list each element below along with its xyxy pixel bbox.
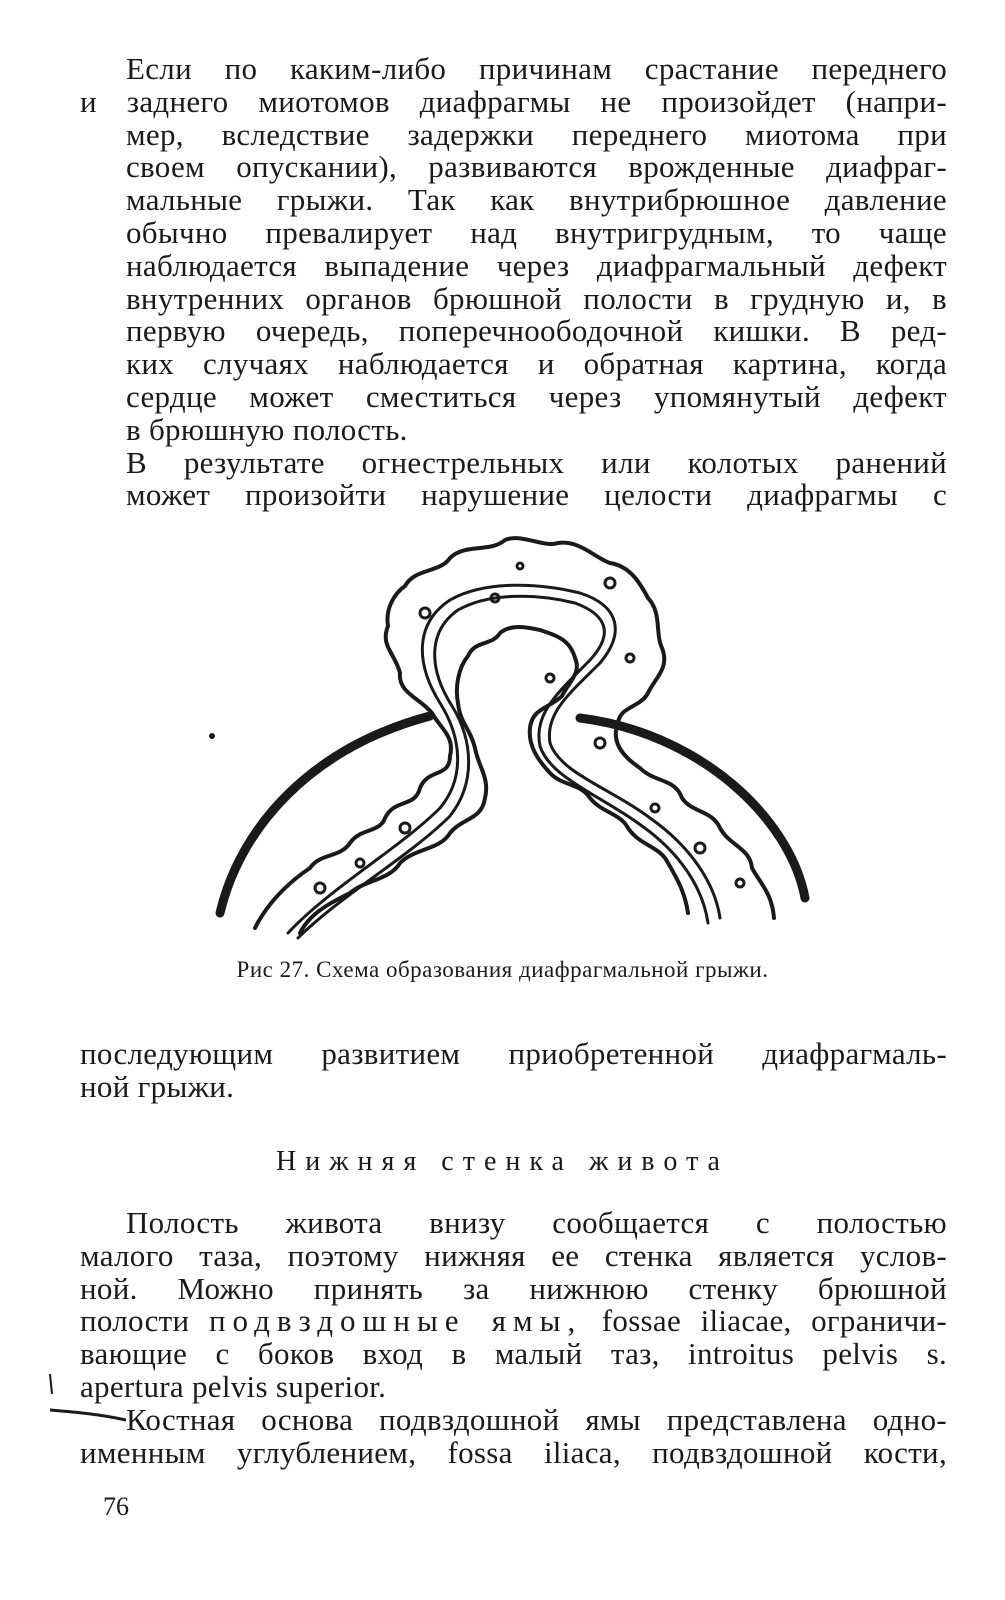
paragraph-hernia-congenital — [80, 53, 947, 447]
section-heading: Нижняя стенка живота — [276, 1146, 729, 1177]
text-line: последующим развитием приобретенной диафрагмаль- — [80, 1036, 947, 1071]
text-line: В результате огнестрельных или колотых ранений — [126, 444, 947, 480]
paragraph-lower-wall — [80, 1207, 947, 1404]
diaphragm-left-arc — [220, 716, 430, 913]
intestine-line-inner — [298, 596, 708, 938]
paragraph-bony-base — [80, 1401, 947, 1470]
text-line: малого таза, поэтому нижняя ее стенка является услов- — [80, 1237, 947, 1273]
text-line: в брюшную полость. — [126, 411, 408, 447]
text-line: наблюдается выпадение через диафрагмальный дефект — [126, 247, 947, 283]
text-line: Полость живота внизу сообщается с полостью — [126, 1205, 947, 1240]
text-line: вающие с боков вход в малый таз, introitus pelvis s. — [80, 1336, 947, 1372]
text-line-with-spaced-term — [80, 1305, 947, 1338]
text-line: apertura pelvis superior. — [80, 1368, 387, 1404]
spaced-term: подвздошные ямы, — [208, 1303, 583, 1339]
text-line: мер, вследствие задержки переднего миотома при — [126, 116, 947, 152]
hernia-diagram-figure — [200, 528, 820, 948]
text-line: сердце может сместиться через упомянутый дефект — [126, 378, 947, 414]
text-line: ких случаях наблюдается и обратная картина, когда — [126, 346, 947, 382]
paragraph-hernia-acquired — [80, 444, 947, 513]
text-line: ной грыжи. — [80, 1068, 235, 1104]
text-block-top — [80, 53, 947, 512]
text-line: ной. Можно принять за нижнюю стенку брюшной — [80, 1270, 947, 1306]
text-line: и заднего миотомов диафрагмы не произойдет (напри- — [80, 83, 947, 119]
handwritten-margin-mark — [44, 1370, 134, 1430]
text-block-bottom — [80, 1207, 947, 1469]
text-line: Костная основа подвздошной ямы представлена одно- — [126, 1401, 947, 1437]
text-line: именным углублением, fossa iliaca, подвздошной кости, — [80, 1434, 947, 1470]
text-block-continuation — [80, 1038, 947, 1104]
text-line: первую очередь, поперечноободочной кишки. В ред- — [126, 313, 947, 349]
text-line: внутренних органов брюшной полости в грудную и, в — [126, 280, 947, 316]
figure-caption: Рис 27. Схема образования диафрагмальной грыжи. — [236, 957, 769, 982]
text-fragment: fossae iliacae, ограничи- — [582, 1303, 947, 1339]
text-line: обычно превалирует над внутригрудным, то чаще — [126, 214, 947, 250]
page-number: 76 — [103, 1492, 129, 1521]
paragraph-hernia-acquired-continued — [80, 1038, 947, 1104]
text-fragment: полости — [80, 1303, 209, 1339]
text-line: Если по каким-либо причинам срастание переднего — [126, 51, 947, 86]
text-line: может произойти нарушение целости диафрагмы с — [126, 477, 947, 513]
intestine-line-outer — [288, 585, 720, 933]
text-line: своем опускании), развиваются врожденные диафраг- — [126, 149, 947, 185]
text-line: мальные грыжи. Так как внутрибрюшное давление — [126, 182, 947, 218]
